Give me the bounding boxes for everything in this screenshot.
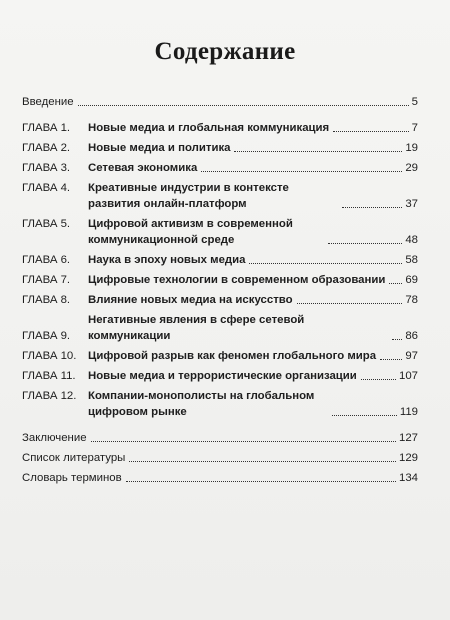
chapter-label: ГЛАВА 9. [22, 330, 71, 342]
leader-dots [129, 461, 396, 462]
leader-dots [328, 243, 402, 244]
chapter-label: ГЛАВА 5. [22, 218, 71, 230]
toc-entry-title: Наука в эпоху новых медиа [88, 254, 246, 266]
toc-entry-page: 119 [399, 406, 418, 418]
chapter-label: ГЛАВА 1. [22, 122, 71, 134]
toc-entry-chapter-11 [22, 368, 418, 384]
toc-entry-title: Негативные явления в сфере сетевой коммуникации [88, 314, 305, 342]
toc-entry-page: 134 [398, 472, 418, 484]
toc-entry-chapter-4 [22, 180, 418, 212]
toc-entry-title: Заключение [22, 432, 87, 444]
chapter-label: ГЛАВА 12. [22, 390, 77, 402]
chapter-label: ГЛАВА 8. [22, 294, 71, 306]
toc-entry-title: Компании-монополисты на глобальном цифровом рынке [88, 390, 315, 418]
toc-entry-chapter-3 [22, 160, 418, 176]
leader-dots [380, 359, 402, 360]
leader-dots [361, 379, 396, 380]
toc-entry-glossary [22, 470, 418, 486]
toc-entry-chapter-12 [22, 388, 418, 420]
toc-entry-references [22, 450, 418, 466]
leader-dots [126, 481, 396, 482]
chapter-label: ГЛАВА 6. [22, 254, 71, 266]
toc-entry-title: Новые медиа и террористические организации [88, 370, 357, 382]
leader-dots [392, 339, 402, 340]
toc-entry-chapter-9 [22, 312, 418, 344]
toc-entry-introduction [22, 94, 418, 110]
chapter-label: ГЛАВА 11. [22, 370, 76, 382]
toc-entry-page: 48 [405, 234, 418, 246]
toc-entry-title: Введение [22, 96, 74, 108]
toc-entry-chapter-10 [22, 348, 418, 364]
toc-entry-title: Новые медиа и глобальная коммуникация [88, 122, 330, 134]
toc-entry-conclusion [22, 430, 418, 446]
toc-entry-chapter-6 [22, 252, 418, 268]
leader-dots [78, 105, 409, 106]
toc-entry-title: Креативные индустрии в контексте развития онлайн-платформ [88, 182, 289, 210]
toc-entry-title: Цифровые технологии в современном образовании [88, 274, 386, 286]
leader-dots [234, 151, 402, 152]
leader-dots [342, 207, 402, 208]
toc-entry-title: Сетевая экономика [88, 162, 198, 174]
toc-entry-page: 29 [405, 162, 418, 174]
chapter-label: ГЛАВА 10. [22, 350, 77, 362]
toc-entry-title: Словарь терминов [22, 472, 122, 484]
toc-entry-page: 129 [398, 452, 418, 464]
toc-entry-title: Новые медиа и политика [88, 142, 231, 154]
chapter-label: ГЛАВА 2. [22, 142, 71, 154]
toc-entry-page: 5 [411, 96, 418, 108]
toc-entry-chapter-2 [22, 140, 418, 156]
toc-entry-page: 19 [405, 142, 418, 154]
page-title: Содержание [154, 38, 296, 65]
toc-entry-chapter-1 [22, 120, 418, 136]
toc-entry-chapter-8 [22, 292, 418, 308]
toc-entry-chapter-7 [22, 272, 418, 288]
toc-entry-title: Цифровой разрыв как феномен глобального мира [88, 350, 377, 362]
leader-dots [249, 263, 402, 264]
chapter-label: ГЛАВА 7. [22, 274, 71, 286]
toc-entry-page: 58 [405, 254, 418, 266]
table-of-contents [22, 94, 418, 490]
toc-entry-title: Список литературы [22, 452, 126, 464]
toc-entry-page: 78 [405, 294, 418, 306]
toc-entry-page: 37 [405, 198, 418, 210]
toc-entry-chapter-5 [22, 216, 418, 248]
toc-entry-page: 107 [398, 370, 418, 382]
toc-entry-title: Влияние новых медиа на искусство [88, 294, 293, 306]
leader-dots [91, 441, 396, 442]
leader-dots [389, 283, 402, 284]
toc-entry-page: 127 [398, 432, 418, 444]
toc-entry-page: 69 [405, 274, 418, 286]
toc-entry-page: 7 [411, 122, 418, 134]
leader-dots [297, 303, 403, 304]
toc-entry-page: 97 [405, 350, 418, 362]
toc-entry-title: Цифровой активизм в современной коммуникационной среде [88, 218, 293, 246]
leader-dots [332, 415, 397, 416]
chapter-label: ГЛАВА 4. [22, 182, 71, 194]
leader-dots [201, 171, 402, 172]
leader-dots [333, 131, 408, 132]
toc-entry-page: 86 [405, 330, 418, 342]
chapter-label: ГЛАВА 3. [22, 162, 71, 174]
